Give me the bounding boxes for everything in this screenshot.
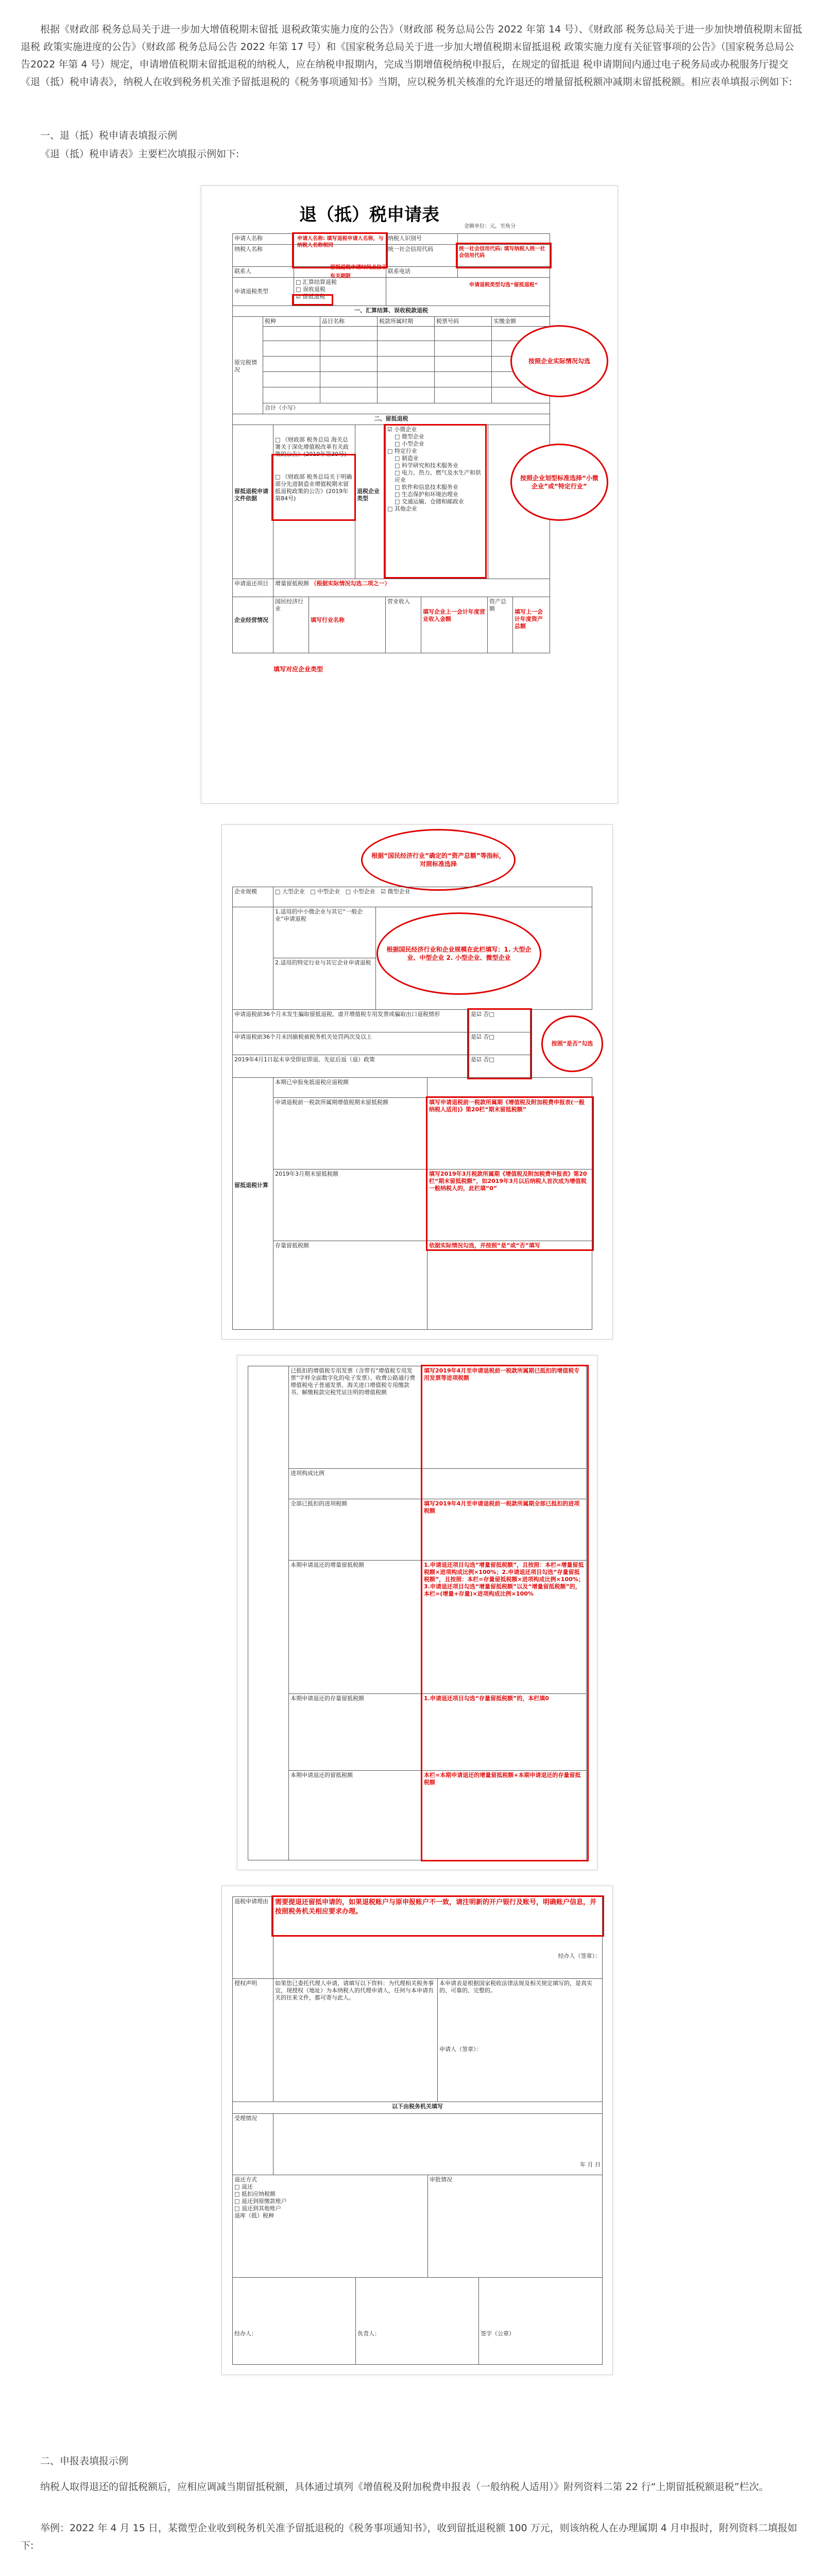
calc3-row-special-val[interactable]: 填写2019年4月至申请退税前一税款所属期已抵扣的增值税专用发票等进项税额: [422, 1366, 587, 1469]
section1-heading: 一、退（抵）税申请表填报示例: [40, 130, 178, 141]
intro-paragraph: 根据《财政部 税务总局关于进一步加大增值税期末留抵 退税政策实施力度的公告》（财政部 税务总局公告 2022 年第 14 号）、《财政部 税务总局关于进一步加快增值税期末留抵退税 政策实施进度的公告》（财政部 税务总局公告 2022 年第 17 号）和《国家税务总局关于进一步加大增值税期末留抵退税 政策实施力度有关征管事项的公告》（国家税务总局公告2022 年第 4 号）规定，申请增值税期末留抵退税的纳税人，应在纳税申报期内，完成当期增值税纳税申报后，在规定的留抵退 税申请期间内通过电子税务局或办税服务厅提交《退（抵）税申请表》，纳税人在收到税务机关准予留抵退税的《税务事项通知书》当期，应以税务机关核准的允许退还的增量留抵税额冲减期末留抵税额。相应表单填报示例如下:: [21, 24, 802, 88]
biz-revenue-label: 营业收入: [385, 597, 421, 653]
biz-industry-value[interactable]: 填写行业名称: [309, 597, 386, 653]
section2-paragraph1: 纳税人取得退还的留抵税额后，应相应调减当期留抵税额，具体通过填列《增值税及附加税费申报表（一般纳税人适用）》附列资料二第 22 行“上期留抵税额退税”栏次。: [40, 2481, 769, 2493]
section2-title: 二、留抵退税: [232, 414, 550, 425]
refund-method[interactable]: 退还方式 □ 退还 □ 抵扣应纳税额 □ 退还到原缴款账户 □ 退还到其他账户 退库（抵）税种: [232, 2175, 428, 2278]
calc-row-export-val[interactable]: [427, 1077, 592, 1098]
calc3-row-special: 已抵扣的增值税专用发票（含带有“增值税专用发票”字样全面数字化的电子发票）、收费公路通行费增值税电子普通发票、海关进口增值税专用缴款书、解缴税款完税凭证注明的增值税额: [288, 1366, 422, 1469]
col-ticket-no: 税票号码: [434, 316, 492, 327]
refund-type-option-3[interactable]: ☑ 留抵退税: [296, 293, 326, 300]
cond-36m-2-check[interactable]: 是☑ 否□: [469, 1032, 530, 1055]
industry-opt-2[interactable]: □ 小型企业: [395, 440, 424, 447]
unit-note: 金额单位：元，至角分: [464, 224, 516, 229]
calc-row-stock: 存量留抵税额: [273, 1241, 427, 1330]
sign-leader[interactable]: 负责人：: [355, 2277, 479, 2365]
calc3-row-total: 本期申请退还的留抵税额: [288, 1770, 422, 1860]
accept-label: 受理情况: [232, 2113, 273, 2175]
highlight-box-industry: [384, 424, 487, 579]
industry-opt-8[interactable]: □ 生态保护和环境治理业: [395, 491, 458, 498]
scale-opt-0[interactable]: □ 大型企业: [275, 888, 305, 895]
calc3-row-ratio: 进项构成比例: [288, 1468, 422, 1499]
refund-method-opt-2[interactable]: □ 退还到原缴款账户: [234, 2198, 287, 2205]
accept-value[interactable]: 年 月 日: [273, 2113, 603, 2175]
calc-row-march: 2019年3月期末留抵税额: [273, 1169, 427, 1241]
sign-seal[interactable]: 签字（公章）: [478, 2277, 603, 2365]
refund-method-opt-1[interactable]: □ 抵扣应纳税额: [234, 2191, 276, 2197]
sign-handler[interactable]: 经办人：: [232, 2277, 356, 2365]
calc-row-prev-val[interactable]: 填写申请退税前一税款所属期《增值税及附加税费申报表(一般纳税人适用)》第20栏“期末留抵税额”: [427, 1097, 592, 1170]
cond-policy: 2019年4月1日起未享受即征即退、先征后返（退）政策: [232, 1055, 469, 1078]
apply-item-value[interactable]: 增量留抵税额 （根据实际情况勾选二项之一）: [273, 579, 550, 597]
auth-label: 授权声明: [232, 1978, 273, 2102]
highlight-box-calc3: [421, 1365, 589, 1861]
bubble-scale-note: 根据国民经济行业和企业规模在此栏填写：1. 大型企业、中型企业 2. 小型企业、微型企业: [376, 912, 541, 995]
cond-36m-2: 申请退税前36个月未因偷税被税务机关处罚两次及以上: [232, 1032, 469, 1055]
calc-row-march-val[interactable]: 填写2019年3月税款所属期《增值税及附加税费申报表》第20栏“期末留抵税额”，如2019年3月以后纳税人首次成为增值税一般纳税人的，此栏填“0”: [427, 1169, 592, 1241]
industry-opt-10[interactable]: □ 其他企业: [387, 505, 417, 512]
taxpayer-name-label: 纳税人名称: [232, 244, 294, 267]
form-title: 退（抵）税申请表: [299, 205, 439, 225]
calc-col-label: [248, 1366, 289, 1860]
apply-item-note: （根据实际情况勾选二项之一）: [311, 580, 390, 587]
col-tax-type: 税种: [263, 316, 320, 327]
scale-label: 企业规模: [232, 887, 273, 907]
original-tax-grid[interactable]: [263, 326, 550, 403]
calc3-row-all-val[interactable]: 填写2019年4月至申请退税前一税款所属期全部已抵扣的进项税额: [422, 1499, 587, 1561]
auth-text: 如果您已委托代理人申请，请填写以下资料：为代理相关税务事宜，现授权（地址）为本纳税人的代理申请人，任何与本申请有关的往来文件，都可寄与此人。: [273, 1978, 438, 2102]
section2-paragraph2: 举例：2022 年 4 月 15 日，某微型企业收到税务机关准予留抵退税的《税务事项通知书》，收到留抵退税额 100 万元，则该纳税人在办理属期 4 月申报时，附列资料二填报如下:: [21, 2522, 797, 2551]
industry-opt-5[interactable]: □ 科学研究和技术服务业: [395, 462, 458, 469]
policy-option-1[interactable]: □ 《财政部 税务总局 海关总署关于深化增值税改革有关政策的公告》(2019年第39号): [275, 436, 349, 457]
refund-type-option-2[interactable]: □ 误收退税: [296, 286, 326, 293]
section2-heading: 二、申报表填报示例: [40, 2455, 129, 2467]
bubble-scale: 根据“国民经济行业”确定的“资产总额”等指标，对照标准选择: [361, 829, 516, 891]
policy-option-2[interactable]: □ 《财政部 税务总局关于明确部分先进制造业增值税期末留抵退税政策的公告》(2019年第84号): [275, 473, 352, 502]
calc3-row-all: 全部已抵扣的进项税额: [288, 1499, 422, 1561]
biz-assets-value[interactable]: 填写上一会计年度资产总额: [512, 597, 550, 653]
biz-industry-label: 国民经济行业: [273, 597, 309, 653]
applicant-name-label: 申请人名称: [232, 233, 294, 245]
calc-label: 留抵退税计算: [232, 1077, 273, 1330]
highlight-box-reason: [271, 1895, 604, 1937]
cond-36m-1-check[interactable]: 是☑ 否□: [469, 1009, 530, 1032]
industry-opt-0[interactable]: ☑ 小微企业: [387, 426, 417, 433]
approval-cell: 审批情况: [427, 2175, 603, 2278]
form-figure-page2: [221, 824, 613, 1340]
contact-label: 联系人: [232, 266, 294, 278]
original-tax-label: 原完税情况: [232, 316, 263, 414]
cond-36m-1: 申请退税前36个月未发生骗取留抵退税、虚开增值税专用发票或骗取出口退税情形: [232, 1009, 469, 1032]
industry-label: 退税企业类型: [355, 425, 386, 579]
industry-opt-3[interactable]: □ 特定行业: [387, 448, 417, 454]
highlight-box-checks: [467, 1008, 532, 1079]
credit-code-label: 统一社会信用代码: [386, 244, 458, 267]
form-figure-page1: [201, 185, 618, 804]
note-refund-type: 申请退税类型勾选“留抵退税”: [469, 282, 538, 288]
highlight-box-calc: [426, 1096, 594, 1251]
bubble-checks: 按照“是否”勾选: [541, 1015, 603, 1072]
biz-label: 企业经营情况: [232, 597, 273, 653]
calc-row-stock-val[interactable]: 依据实际情况勾选，并按照“是”或“否”填写: [427, 1241, 592, 1330]
biz-revenue-value[interactable]: 填写企业上一会计年度营业收入金额: [421, 597, 488, 653]
scale-opt-2[interactable]: □ 小型企业: [345, 888, 375, 895]
highlight-box-policy: [271, 454, 356, 521]
condition-row-1: 1.适用的中小微企业与其它“一般企业”申请退税: [273, 907, 376, 958]
policy-label: 留抵退税申请文件依据: [232, 425, 273, 579]
apply-item-label: 申请退还项目: [232, 579, 273, 597]
condition-row-2: 2.适用的特定行业与其它企业申请退税: [273, 958, 376, 1010]
col-paid-amount: 实缴金额: [491, 316, 550, 327]
refund-type-option-1[interactable]: □ 汇算结算退税: [296, 279, 337, 285]
calc-row-prev: 申请退税前一税款所属期增值税期末留抵税额: [273, 1097, 427, 1170]
industry-opt-9[interactable]: □ 交通运输、仓储和邮政业: [395, 498, 464, 505]
industry-opt-4[interactable]: □ 制造业: [395, 455, 419, 462]
biz-assets-label: 资产总额: [487, 597, 513, 653]
note-credit-code: 统一社会信用代码: 填写纳税人统一社会信用代码: [459, 246, 545, 259]
calc3-row-stock-val[interactable]: 1.申请退还项目勾选“存量留抵税额”的，本栏填0: [422, 1693, 587, 1771]
bubble-refund-type: 按照企业实际情况勾选: [510, 325, 608, 397]
industry-opt-1[interactable]: □ 微型企业: [395, 433, 424, 440]
section1-title: 一、汇算结算、误收税款退税: [232, 306, 550, 317]
section1-subheading: 《退（抵）税申请表》主要栏次填报示例如下:: [40, 148, 239, 160]
calc3-row-incr: 本期申请退还的增量留抵税额: [288, 1560, 422, 1694]
tax-office-header: 以下由税务机关填写: [232, 2102, 603, 2114]
form-figure-page3: [237, 1355, 597, 1870]
condition-label: [232, 907, 273, 1010]
note-applicant: 申请人名称: 填写退税申请人名称，与纳税人名称相同: [297, 236, 384, 248]
auth-right: 本申请表是根据国家税收法律法规及相关规定填写的，是真实的、可靠的、完整的。 申请人（签章）：: [437, 1978, 603, 2102]
reason-label: 退税申请理由: [232, 1896, 273, 1979]
industry-opt-7[interactable]: □ 软件和信息技术服务业: [395, 484, 458, 490]
scale-options[interactable]: [273, 887, 592, 907]
calc-row-export: 本期已申报免抵退税应退税额: [273, 1077, 427, 1098]
cond-policy-check[interactable]: 是☑ 否□: [469, 1055, 530, 1078]
phone-label: 联系电话: [386, 266, 458, 278]
note-industry-type: 填写对应企业类型: [273, 666, 323, 673]
calc3-row-incr-val[interactable]: 1.申请退还项目勾选“增量留抵税额”，且按照：本栏=增量留抵税额×进项构成比例×100%；2.申请退还项目勾选“存量留抵税额”，且按照：本栏=存量留抵税额×进项构成比例×100%；3.申请退还项目勾选“增量留抵税额”以及“增量留抵税额”的，本栏=(增量+存量)×进项构成比例×100%: [422, 1560, 587, 1694]
refund-method-opt-0[interactable]: □ 退还: [234, 2183, 253, 2190]
total-row: 合计（小写）: [263, 403, 550, 414]
reason-value[interactable]: 需要提退还留抵申请的，如果退税账户与原申报账户不一致，请注明新的开户银行及账号，明确账户信息，并按照税务机关相应要求办理。 经办人（签章）：: [273, 1896, 603, 1979]
bubble-industry: 按照企业划型标准选择“小微企业”或“特定行业”: [510, 444, 608, 521]
calc3-row-stock: 本期申请退还的存量留抵税额: [288, 1693, 422, 1771]
scale-opt-3[interactable]: ☑ 微型企业: [381, 888, 410, 895]
refund-method-opt-3[interactable]: □ 退还到其他账户: [234, 2205, 281, 2212]
highlight-box-refund-type: [292, 294, 333, 306]
note-deadline: 留抵退税申请时间点位于有关期限: [330, 265, 387, 279]
industry-opt-6[interactable]: □ 电力、热力、燃气及水生产和供应业: [395, 469, 481, 483]
taxpayer-id-label: 纳税人识别号: [386, 233, 458, 245]
form-figure-page4: [221, 1886, 613, 2375]
scale-opt-1[interactable]: □ 中型企业: [310, 888, 340, 895]
refund-type-label: 申请退税类型: [232, 277, 294, 306]
calc3-row-total-val[interactable]: 本栏=本期申请退还的增量留抵税额+本期申请退还的存量留抵税额: [422, 1770, 587, 1860]
col-period: 税款所属时期: [377, 316, 435, 327]
col-item-name: 品目名称: [320, 316, 378, 327]
